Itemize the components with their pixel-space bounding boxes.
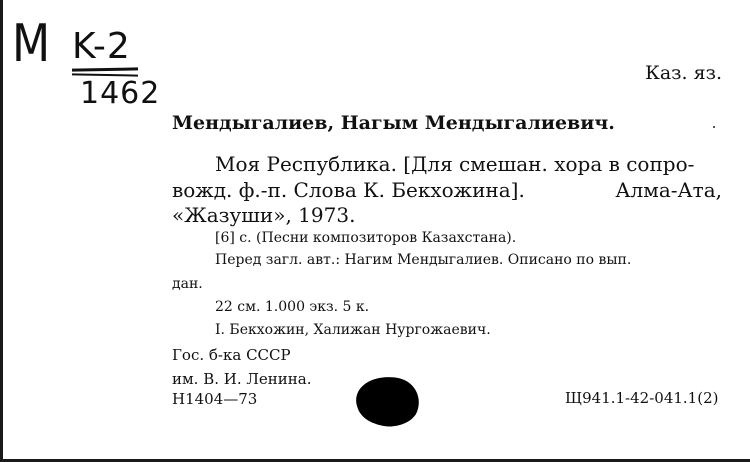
publication-place: Алма-Ата, [615, 178, 722, 202]
pages-series: [6] с. (Песни композиторов Казахстана). [215, 230, 517, 246]
title-line-1: Моя Республика. [Для смешан. хора в сопро- [215, 152, 695, 176]
classification-code: Щ941.1-42-041.1(2) [565, 389, 719, 407]
physical-description: 22 см. 1.000 экз. 5 к. [215, 299, 370, 315]
language-note: Каз. яз. [645, 62, 722, 84]
note-line-continued: дан. [172, 276, 203, 292]
handwritten-underline [72, 67, 138, 71]
card-number: Н1404—73 [172, 390, 258, 408]
author-heading: Мендыгалиев, Нагым Мендыгалиевич. [172, 112, 615, 134]
speck [713, 126, 715, 128]
added-entry: I. Бекхожин, Халижан Нургожаевич. [215, 322, 491, 338]
library-name-cont: им. В. И. Ленина. [172, 370, 312, 388]
note-line: Перед загл. авт.: Нагим Мендыгалиев. Описано по вып. [215, 252, 632, 268]
publisher-year: «Жазуши», 1973. [172, 203, 356, 227]
card-left-edge [0, 0, 3, 462]
handwritten-letter: M [12, 14, 50, 74]
handwritten-number: 1462 [80, 76, 161, 111]
ink-stamp-blot [354, 374, 422, 428]
title-line-2: вожд. ф.-п. Слова К. Бекхожина]. [172, 178, 525, 202]
library-name: Гос. б-ка СССР [172, 346, 291, 364]
handwritten-code: K-2 [72, 26, 131, 67]
